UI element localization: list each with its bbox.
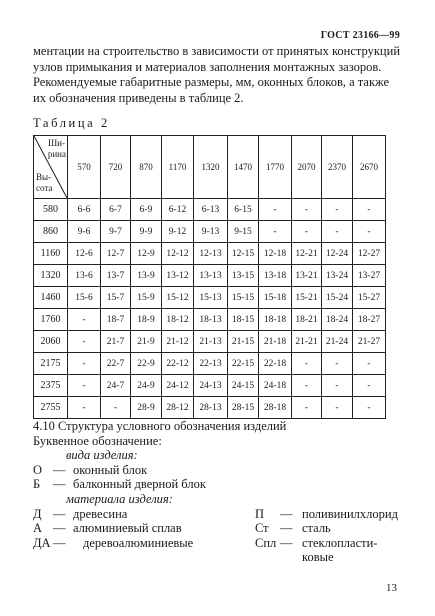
table-cell: - <box>259 199 292 221</box>
material-text: деревоалюминиевые <box>83 535 194 550</box>
table-cell: 22-15 <box>228 353 259 375</box>
table-cell: 6-7 <box>101 199 131 221</box>
height-header-cell: 1760 <box>34 309 68 331</box>
table-cell: 12-15 <box>228 243 259 265</box>
material-heading: материала изделия: <box>66 491 173 506</box>
width-header-cell: 1770 <box>259 136 292 199</box>
material-code: ДА <box>33 535 51 550</box>
table-cell: 13-9 <box>131 265 162 287</box>
table-cell: 15-24 <box>322 287 353 309</box>
table-cell: 18-12 <box>162 309 194 331</box>
type-dash: — <box>53 462 66 477</box>
height-header-cell: 580 <box>34 199 68 221</box>
table-cell: - <box>322 221 353 243</box>
table-cell: 21-21 <box>292 331 322 353</box>
table-cell: 21-7 <box>101 331 131 353</box>
width-header-cell: 2670 <box>353 136 386 199</box>
table-cell: 13-27 <box>353 265 386 287</box>
table-cell: 24-12 <box>162 375 194 397</box>
table-cell: 12-13 <box>194 243 228 265</box>
width-header-cell: 2370 <box>322 136 353 199</box>
material-code: Ст <box>255 521 269 536</box>
table-cell: 18-27 <box>353 309 386 331</box>
table-cell: 15-27 <box>353 287 386 309</box>
width-header-cell: 1470 <box>228 136 259 199</box>
type-text: балконный дверной блок <box>73 477 206 492</box>
material-dash: — <box>53 535 66 550</box>
table-cell: 15-21 <box>292 287 322 309</box>
type-code: О <box>33 462 43 477</box>
table-cell: 24-9 <box>131 375 162 397</box>
table-cell: 24-18 <box>259 375 292 397</box>
table-cell: 18-21 <box>292 309 322 331</box>
type-item <box>33 463 413 478</box>
table-cell: 15-13 <box>194 287 228 309</box>
table-row <box>34 397 386 419</box>
table-row <box>34 221 386 243</box>
table-cell: 9-15 <box>228 221 259 243</box>
type-code: Б <box>33 477 41 492</box>
height-header-cell: 2375 <box>34 375 68 397</box>
width-header-cell: 720 <box>101 136 131 199</box>
table-header-row <box>34 136 386 199</box>
table-cell: 18-15 <box>228 309 259 331</box>
table-cell: 21-18 <box>259 331 292 353</box>
material-text: сталь <box>302 521 331 536</box>
height-label: сота <box>36 183 53 193</box>
table-row <box>34 375 386 397</box>
table-cell: - <box>353 221 386 243</box>
table-cell: 12-9 <box>131 243 162 265</box>
table-row <box>34 287 386 309</box>
table-row <box>34 353 386 375</box>
table-cell: - <box>292 221 322 243</box>
table-cell: - <box>259 221 292 243</box>
table-cell: 22-7 <box>101 353 131 375</box>
legend-subtitle: Буквенное обозначение: <box>33 433 162 448</box>
table-cell: 18-9 <box>131 309 162 331</box>
table-cell: 9-7 <box>101 221 131 243</box>
material-text: ковые <box>302 550 334 565</box>
material-dash: — <box>280 535 293 550</box>
material-row <box>33 536 413 551</box>
table-cell: 21-13 <box>194 331 228 353</box>
table-cell: 12-12 <box>162 243 194 265</box>
table-cell: 24-13 <box>194 375 228 397</box>
material-dash: — <box>280 521 293 536</box>
table-cell: 15-12 <box>162 287 194 309</box>
table-cell: 18-7 <box>101 309 131 331</box>
width-header-cell: 570 <box>68 136 101 199</box>
table-cell: - <box>292 375 322 397</box>
width-header-cell: 870 <box>131 136 162 199</box>
width-header-cell: 2070 <box>292 136 322 199</box>
table-row <box>34 199 386 221</box>
material-text: древесина <box>73 506 128 521</box>
table-cell: 18-18 <box>259 309 292 331</box>
table-cell: - <box>292 397 322 419</box>
table-cell: 12-27 <box>353 243 386 265</box>
table-cell: 21-9 <box>131 331 162 353</box>
table-cell: - <box>322 375 353 397</box>
material-code: Д <box>33 506 42 521</box>
table-row <box>34 331 386 353</box>
table-cell: 9-9 <box>131 221 162 243</box>
type-item <box>33 477 413 492</box>
table-cell: 22-18 <box>259 353 292 375</box>
height-header-cell: 1320 <box>34 265 68 287</box>
section-title: 4.10 Структура условного обозначения изделий <box>33 419 287 433</box>
table-cell: 15-18 <box>259 287 292 309</box>
type-heading: вида изделия: <box>66 448 138 463</box>
table-cell: 6-15 <box>228 199 259 221</box>
height-header-cell: 860 <box>34 221 68 243</box>
width-label: Ши- <box>48 138 65 148</box>
table-row <box>34 265 386 287</box>
material-dash: — <box>53 521 66 536</box>
table-row <box>34 243 386 265</box>
material-text: алюминиевый сплав <box>73 521 182 536</box>
table-row <box>34 309 386 331</box>
table-cell: 15-9 <box>131 287 162 309</box>
table-cell: - <box>68 397 101 419</box>
table-corner-cell <box>34 136 68 199</box>
table-cell: 28-12 <box>162 397 194 419</box>
table-cell: - <box>353 397 386 419</box>
material-code: А <box>33 521 43 536</box>
table-cell: 12-6 <box>68 243 101 265</box>
material-text: поливинилхлорид <box>302 506 398 521</box>
table-cell: 22-9 <box>131 353 162 375</box>
table-cell: - <box>101 397 131 419</box>
standard-header: ГОСТ 23166—99 <box>320 30 400 41</box>
material-text: стеклопласти- <box>302 535 378 550</box>
table-cell: 12-21 <box>292 243 322 265</box>
width-header-cell: 1170 <box>162 136 194 199</box>
table-cell: 21-15 <box>228 331 259 353</box>
table-cell: 28-18 <box>259 397 292 419</box>
type-text: оконный блок <box>73 462 148 477</box>
material-dash: — <box>280 506 293 521</box>
table-cell: 13-15 <box>228 265 259 287</box>
intro-paragraph <box>33 44 401 106</box>
table-cell: 18-24 <box>322 309 353 331</box>
table-cell: 18-13 <box>194 309 228 331</box>
table-cell: 13-21 <box>292 265 322 287</box>
table-cell: 15-15 <box>228 287 259 309</box>
table-cell: 12-24 <box>322 243 353 265</box>
intro-line: Рекомендуемые габаритные размеры, мм, оконных блоков, а также <box>33 75 390 89</box>
intro-line: узлов примыкания и материалов заполнения монтажных зазоров. <box>33 59 382 74</box>
table-cell: - <box>68 353 101 375</box>
height-header-cell: 2755 <box>34 397 68 419</box>
page-number: 13 <box>386 582 397 594</box>
table-cell: 12-7 <box>101 243 131 265</box>
table-cell: - <box>353 375 386 397</box>
table-cell: - <box>68 375 101 397</box>
table-cell: 24-15 <box>228 375 259 397</box>
table-cell: 13-24 <box>322 265 353 287</box>
table-cell: 13-18 <box>259 265 292 287</box>
table-cell: 22-12 <box>162 353 194 375</box>
table-cell: 9-12 <box>162 221 194 243</box>
table-cell: 13-13 <box>194 265 228 287</box>
table-cell: 21-12 <box>162 331 194 353</box>
table-cell: - <box>292 353 322 375</box>
table-cell: 13-12 <box>162 265 194 287</box>
height-header-cell: 1160 <box>34 243 68 265</box>
table-cell: 28-15 <box>228 397 259 419</box>
height-label: Вы- <box>36 172 52 182</box>
table-cell: 9-6 <box>68 221 101 243</box>
table-cell: 6-13 <box>194 199 228 221</box>
table-cell: 15-6 <box>68 287 101 309</box>
table-cell: 28-9 <box>131 397 162 419</box>
material-dash: — <box>53 506 66 521</box>
table-cell: - <box>68 331 101 353</box>
table-cell: 13-6 <box>68 265 101 287</box>
table-cell: 9-13 <box>194 221 228 243</box>
material-row <box>33 521 413 536</box>
table-cell: 15-7 <box>101 287 131 309</box>
type-dash: — <box>53 477 66 492</box>
table-caption: Таблица 2 <box>33 116 110 130</box>
table-cell: 28-13 <box>194 397 228 419</box>
table-cell: 6-9 <box>131 199 162 221</box>
width-label: рина <box>47 149 66 159</box>
table-cell: 6-12 <box>162 199 194 221</box>
table-cell: 22-13 <box>194 353 228 375</box>
table-cell: - <box>68 309 101 331</box>
table-cell: 12-18 <box>259 243 292 265</box>
height-header-cell: 1460 <box>34 287 68 309</box>
material-code: П <box>255 506 265 521</box>
table-cell: - <box>322 397 353 419</box>
table-cell: 13-7 <box>101 265 131 287</box>
material-row <box>33 550 413 565</box>
height-header-cell: 2060 <box>34 331 68 353</box>
intro-line: их обозначения приведены в таблице 2. <box>33 90 244 105</box>
table-cell: - <box>322 199 353 221</box>
height-header-cell: 2175 <box>34 353 68 375</box>
table-cell: 24-7 <box>101 375 131 397</box>
width-header-cell: 1320 <box>194 136 228 199</box>
table-cell: - <box>353 199 386 221</box>
table-cell: - <box>322 353 353 375</box>
material-row <box>33 507 413 522</box>
table-cell: - <box>292 199 322 221</box>
dimensions-table <box>33 135 386 419</box>
table-cell: - <box>353 353 386 375</box>
table-cell: 21-27 <box>353 331 386 353</box>
material-code: Спл <box>255 535 277 550</box>
intro-line: ментации на строительство в зависимости от принятых конструкций <box>33 44 401 58</box>
designation-legend <box>33 419 413 565</box>
table-cell: 21-24 <box>322 331 353 353</box>
table-cell: 6-6 <box>68 199 101 221</box>
